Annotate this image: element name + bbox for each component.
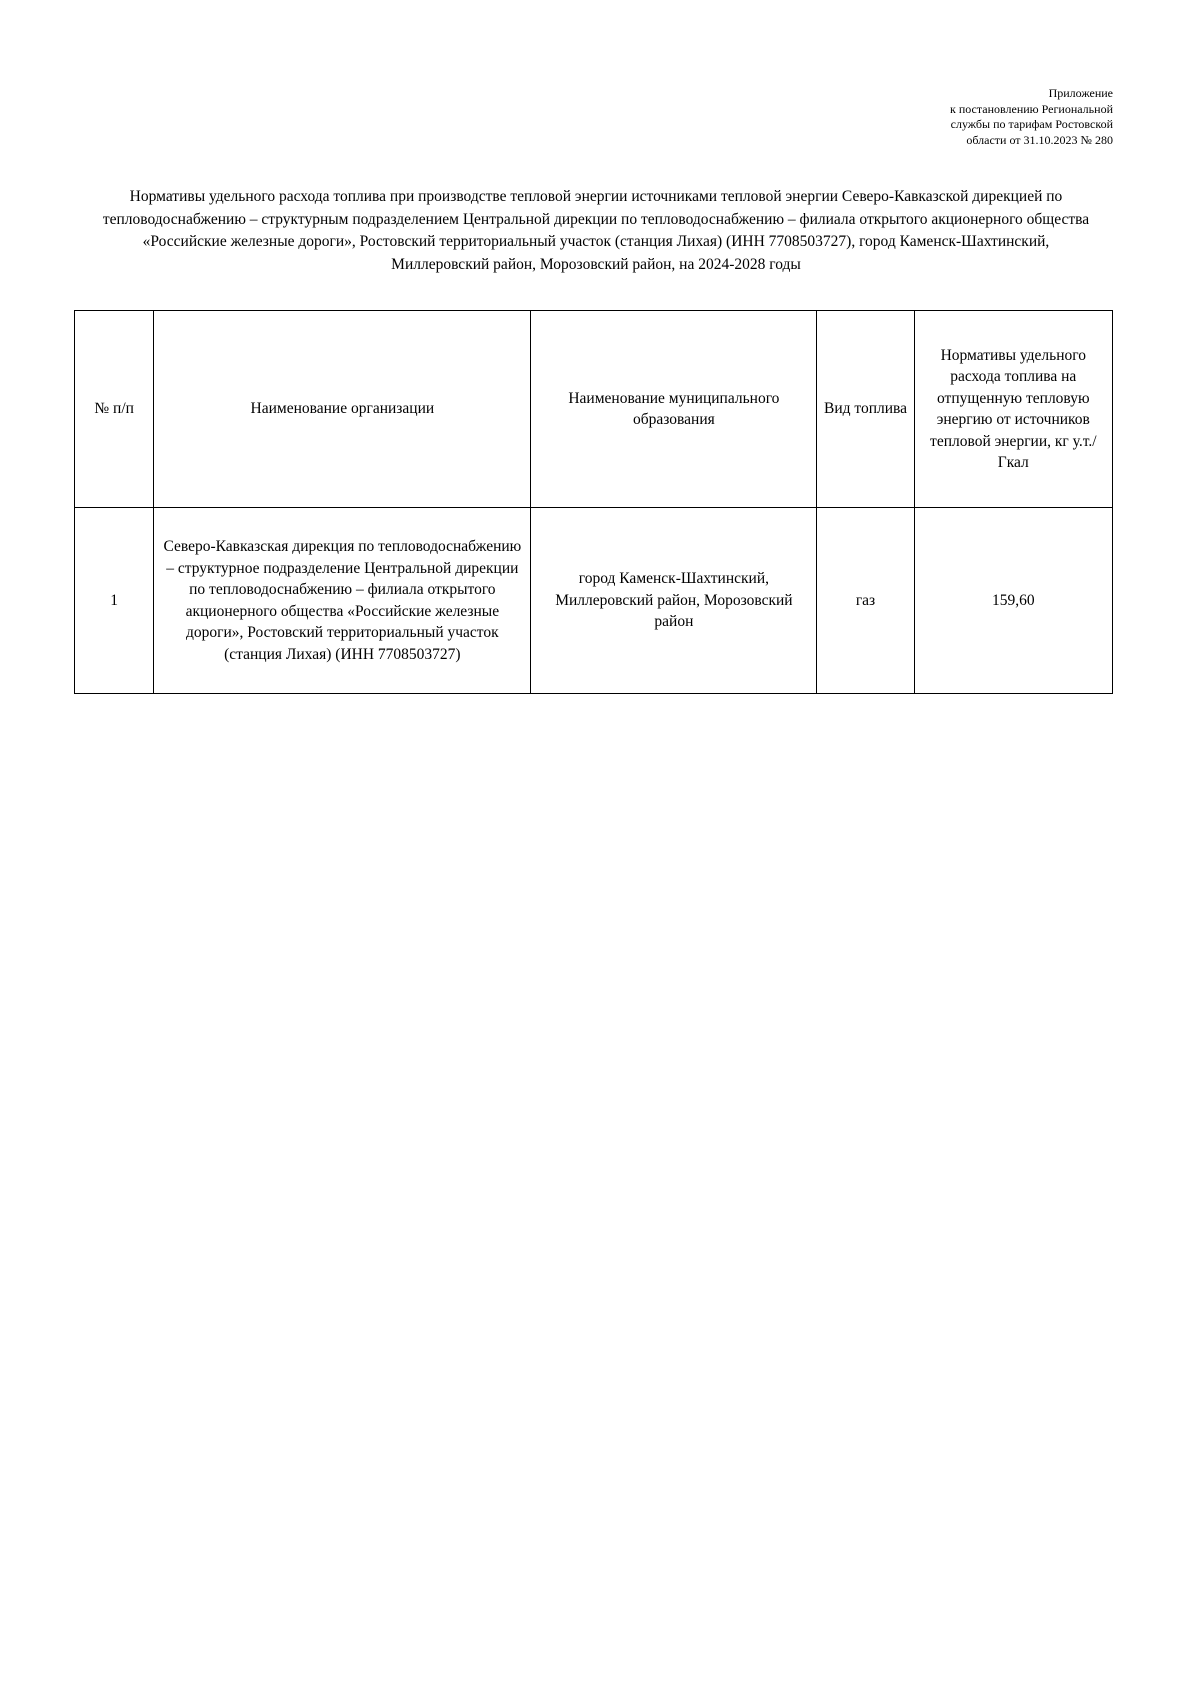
cell-organization: Северо-Кавказская дирекция по тепловодоснабжению – структурное подразделение Центральной дирекции по тепловодоснабжению – филиала открытого акционерного общества «Российские железные дороги», Ростовский территориальный участок (станция Лихая) (ИНН 7708503727) xyxy=(154,508,531,694)
header-municipality: Наименование муниципального образования xyxy=(531,311,817,508)
header-number: № п/п xyxy=(75,311,154,508)
cell-municipality: город Каменск-Шахтинский, Миллеровский район, Морозовский район xyxy=(531,508,817,694)
header-fuel: Вид топлива xyxy=(817,311,914,508)
header-organization: Наименование организации xyxy=(154,311,531,508)
cell-norm: 159,60 xyxy=(914,508,1112,694)
appendix-line: к постановлению Региональной xyxy=(950,101,1113,116)
cell-fuel: газ xyxy=(817,508,914,694)
table-header-row xyxy=(75,311,1113,508)
appendix-block xyxy=(950,86,1113,148)
appendix-line: Приложение xyxy=(1048,86,1113,100)
document-title: Нормативы удельного расхода топлива при производстве тепловой энергии источниками тепловой энергии Северо-Кавказской дирекцией по тепловодоснабжению – структурным подразделением Центральной дирекции по тепловодоснабжению – филиала открытого акционерного общества «Российские железные дороги», Ростовский территориальный участок (станция Лихая) (ИНН 7708503727), город Каменск-Шахтинский, Миллеровский район, Морозовский район, на 2024-2028 годы xyxy=(102,188,1090,273)
appendix-line: службы по тарифам Ростовской xyxy=(950,117,1113,131)
cell-number: 1 xyxy=(75,508,154,694)
norms-table xyxy=(74,310,1113,694)
header-norm: Нормативы удельного расхода топлива на отпущенную тепловую энергию от источников тепловой энергии, кг у.т./Гкал xyxy=(914,311,1112,508)
appendix-line: области от 31.10.2023 № 280 xyxy=(966,132,1113,147)
table-row xyxy=(75,508,1113,694)
